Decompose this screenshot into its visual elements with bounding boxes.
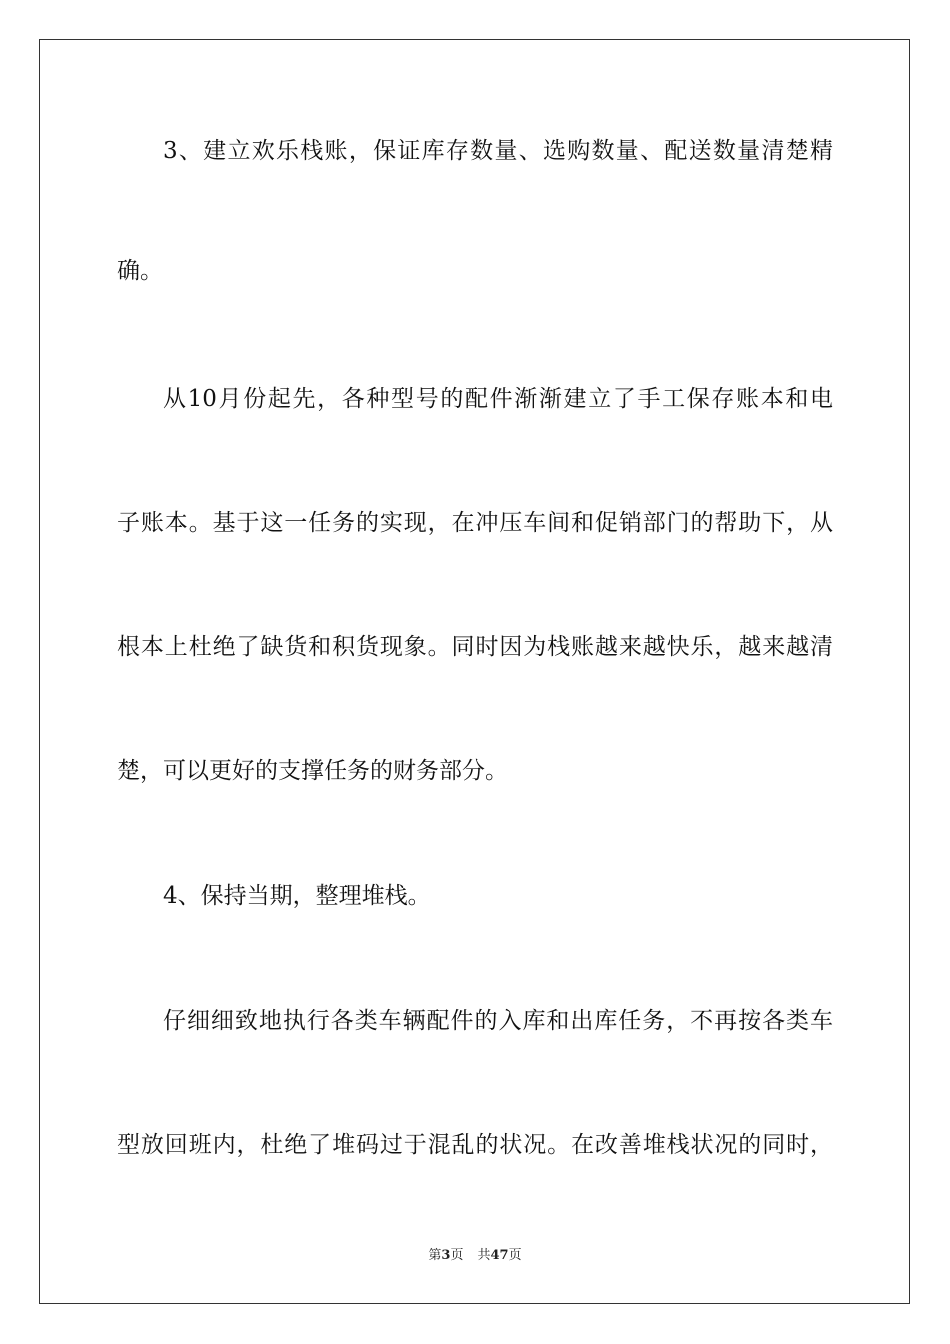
paragraph-line: 确。 <box>117 258 163 284</box>
footer-page-suffix: 页 <box>450 1248 464 1263</box>
footer-total-suffix: 页 <box>508 1248 522 1263</box>
footer-page-number: 3 <box>441 1248 451 1263</box>
paragraph-line: 仔细细致地执行各类车辆配件的入库和出库任务，不再按各类车 <box>163 1008 833 1034</box>
page-border <box>39 39 910 1304</box>
footer-page-prefix: 第 <box>428 1248 442 1263</box>
footer-total-pages: 47 <box>490 1248 509 1263</box>
page-footer <box>0 1247 950 1265</box>
paragraph-line: 3、建立欢乐栈账，保证库存数量、选购数量、配送数量清楚精 <box>163 138 833 164</box>
paragraph-line: 根本上杜绝了缺货和积货现象。同时因为栈账越来越快乐，越来越清 <box>117 634 833 660</box>
paragraph-line: 楚，可以更好的支撑任务的财务部分。 <box>117 758 508 784</box>
paragraph-line: 4、保持当期，整理堆栈。 <box>163 883 431 909</box>
paragraph-line: 子账本。基于这一任务的实现，在冲压车间和促销部门的帮助下，从 <box>117 510 833 536</box>
footer-total-prefix: 共 <box>477 1248 491 1263</box>
paragraph-line: 型放回班内，杜绝了堆码过于混乱的状况。在改善堆栈状况的同时， <box>117 1132 833 1158</box>
paragraph-line: 从10月份起先，各种型号的配件渐渐建立了手工保存账本和电 <box>163 386 833 412</box>
